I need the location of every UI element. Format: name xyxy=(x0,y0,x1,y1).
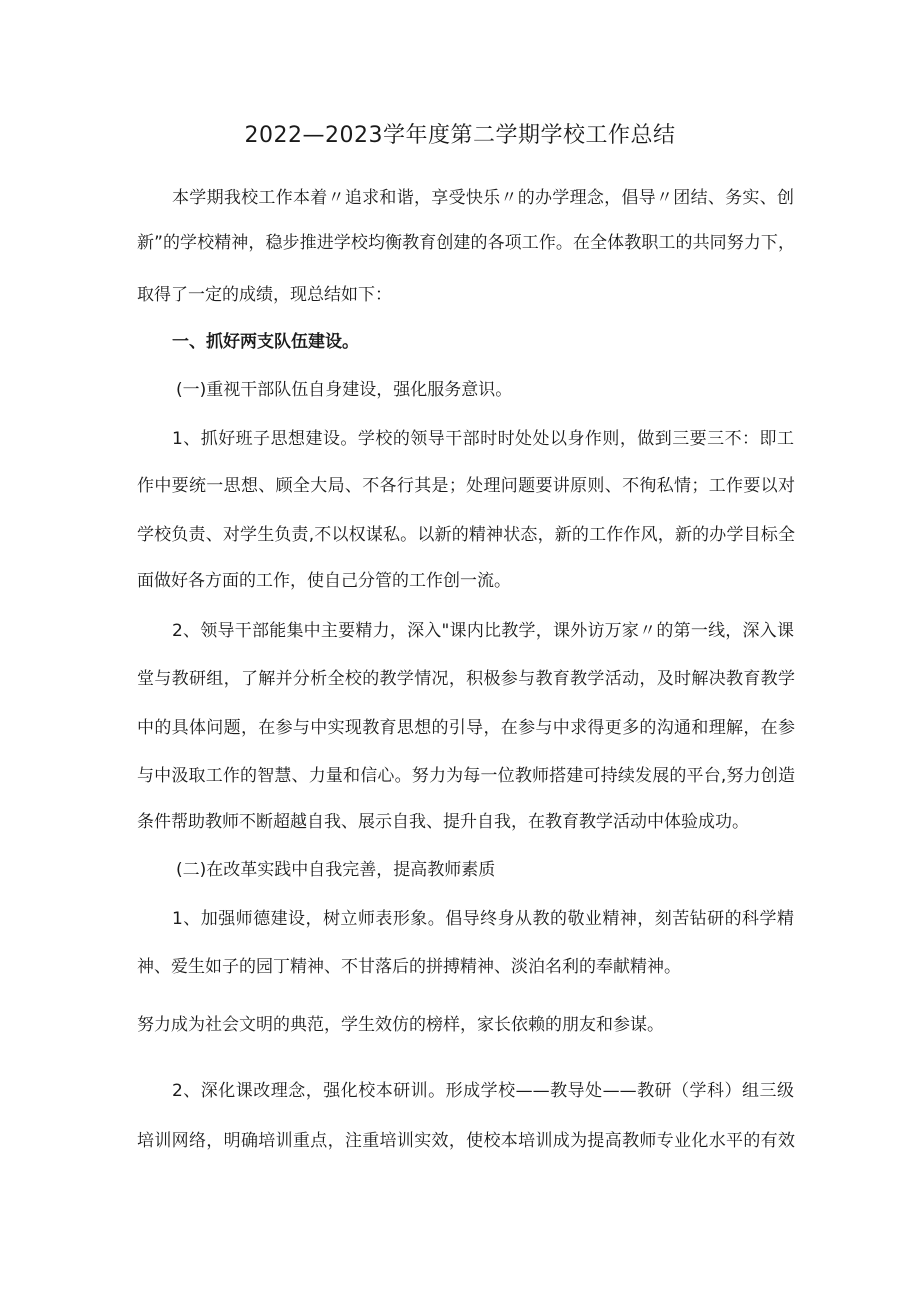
paragraph-line: 面做好各方面的工作，使自己分管的工作创一流。 xyxy=(137,571,511,591)
paragraph-line: 中的具体问题，在参与中实现教育思想的引导，在参与中求得更多的沟通和理解，在参 xyxy=(137,718,795,738)
section-heading: 一、抓好两支队伍建设。 xyxy=(172,332,359,352)
paragraph-line: 1、抓好班子思想建设。学校的领导干部时时处处以身作则，做到三要三不：即工 xyxy=(172,429,794,449)
paragraph-line: 神、爱生如子的园丁精神、不甘落后的拼搏精神、淡泊名利的奉献精神。 xyxy=(137,957,681,977)
paragraph-line: 作中要统一思想、顾全大局、不各行其是；处理问题要讲原则、不徇私情；工作要以对 xyxy=(137,476,795,496)
paragraph-line: 2、领导干部能集中主要精力，深入"课内比教学，课外访万家〃的第一线，深入课 xyxy=(172,621,794,641)
paragraph-line: 学校负责、对学生负责,不以权谋私。以新的精神状态，新的工作作风，新的办学目标全 xyxy=(137,525,795,545)
intro-line: 取得了一定的成绩，现总结如下： xyxy=(137,285,392,305)
intro-line: 本学期我校工作本着〃追求和谐，享受快乐〃的办学理念，倡导〃团结、务实、创 xyxy=(172,188,794,208)
paragraph-line: 培训网络，明确培训重点，注重培训实效，使校本培训成为提高教师专业化水平的有效 xyxy=(137,1131,795,1151)
paragraph-line: 与中汲取工作的智慧、力量和信心。努力为每一位教师搭建可持续发展的平台,努力创造 xyxy=(137,766,795,786)
subsection-heading: (二)在改革实践中自我完善，提高教师素质 xyxy=(176,860,496,880)
paragraph-line: 条件帮助教师不断超越自我、展示自我、提升自我，在教育教学活动中体验成功。 xyxy=(137,812,749,832)
paragraph-line: 2、深化课改理念，强化校本研训。形成学校——教导处——教研（学科）组三级 xyxy=(172,1081,794,1101)
intro-line: 新”的学校精神，稳步推进学校均衡教育创建的各项工作。在全体教职工的共同努力下， xyxy=(137,233,795,253)
document-title: 2022—2023学年度第二学期学校工作总结 xyxy=(244,123,676,148)
paragraph-line: 1、加强师德建设，树立师表形象。倡导终身从教的敬业精神，刻苦钻研的科学精 xyxy=(172,909,794,929)
paragraph-line: 堂与教研组，了解并分析全校的教学情况，积极参与教育教学活动，及时解决教育教学 xyxy=(137,669,795,689)
subsection-heading: (一)重视干部队伍自身建设，强化服务意识。 xyxy=(176,380,513,400)
paragraph-line: 努力成为社会文明的典范，学生效仿的榜样，家长依赖的朋友和参谋。 xyxy=(137,1015,664,1035)
